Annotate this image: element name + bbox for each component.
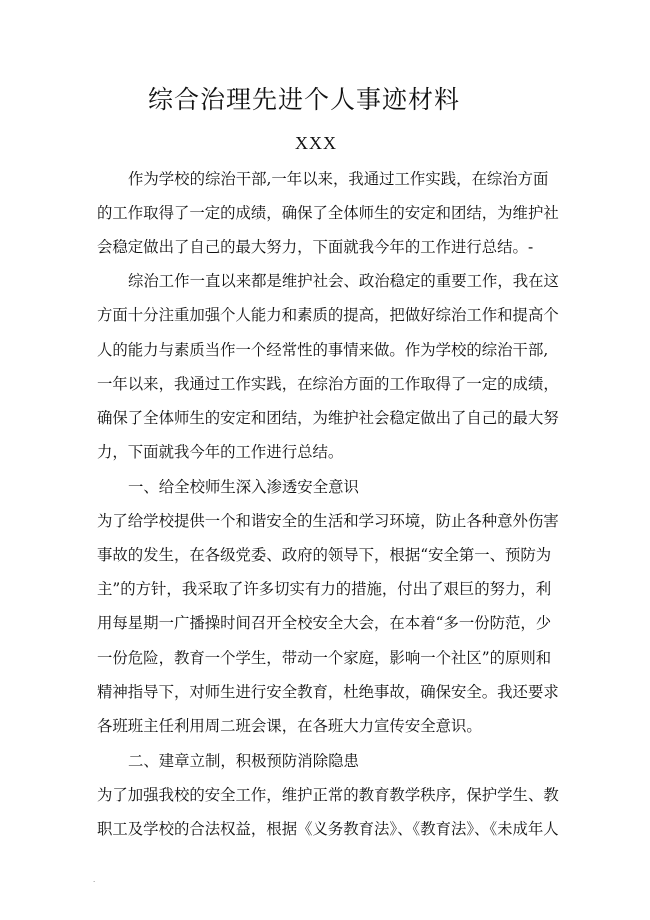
paragraph-line: 主”的方针，我采取了许多切实有力的措施，付出了艰巨的努力，利 xyxy=(97,580,552,598)
paragraph-line: 确保了全体师生的安定和团结，为维护社会稳定做出了自己的最大努 xyxy=(97,409,559,427)
paragraph-line: 一份危险，教育一个学生，带动一个家庭，影响一个社区”的原则和 xyxy=(97,649,552,667)
paragraph-line: 一年以来，我通过工作实践，在综治方面的工作取得了一定的成绩， xyxy=(97,375,559,393)
section-heading: 二、建章立制，积极预防消除隐患 xyxy=(128,752,359,770)
paragraph-line: 各班班主任利用周二班会课，在各班大力宣传安全意识。 xyxy=(97,717,482,735)
paragraph-line: 会稳定做出了自己的最大努力，下面就我今年的工作进行总结。- xyxy=(97,238,534,256)
document-author: XXX xyxy=(295,133,337,153)
paragraph-line: 为了给学校提供一个和谐安全的生活和学习环境，防止各种意外伤害 xyxy=(97,512,559,530)
paragraph-line: 精神指导下，对师生进行安全教育，杜绝事故，确保安全。我还要求 xyxy=(97,683,559,701)
paragraph-line: 力，下面就我今年的工作进行总结。 xyxy=(97,443,344,461)
paragraph-line: 综治工作一直以来都是维护社会、政治稳定的重要工作，我在这 xyxy=(128,272,559,290)
paragraph-line: 职工及学校的合法权益，根据《义务教育法》、《教育法》、《未成年人 xyxy=(97,820,559,838)
section-heading: 一、给全校师生深入渗透安全意识 xyxy=(128,478,359,496)
paragraph-line: 事故的发生，在各级党委、政府的领导下，根据“安全第一、预防为 xyxy=(97,546,552,564)
paragraph-line: 作为学校的综治干部,一年以来，我通过工作实践，在综治方面 xyxy=(128,170,549,188)
document-title: 综合治理先进个人事迹材料 xyxy=(148,85,461,114)
paragraph-line: 用每星期一广播操时间召开全校安全大会，在本着“多一份防范，少 xyxy=(97,614,552,632)
paragraph-line: 为了加强我校的安全工作，维护正常的教育教学秩序，保护学生、教 xyxy=(97,786,559,804)
paragraph-line: 方面十分注重加强个人能力和素质的提高，把做好综治工作和提高个 xyxy=(97,306,559,324)
paragraph-line: 人的能力与素质当作一个经常性的事情来做。作为学校的综治干部, xyxy=(97,341,549,359)
footer-mark: . xyxy=(93,875,96,884)
paragraph-line: 的工作取得了一定的成绩，确保了全体师生的安定和团结，为维护社 xyxy=(97,204,559,222)
